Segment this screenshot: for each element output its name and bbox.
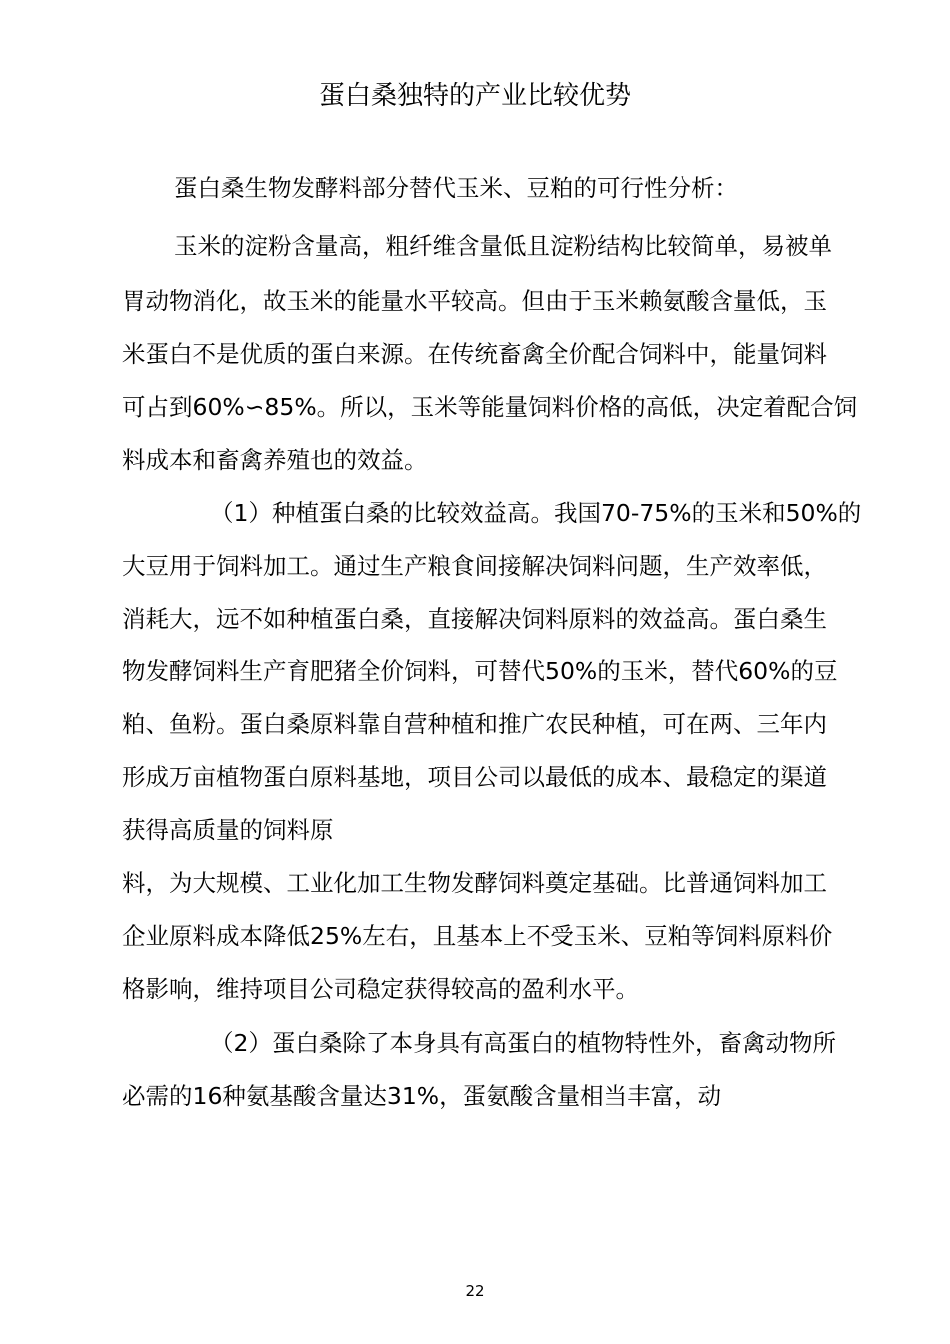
text-line: 可占到60%∽85%。所以，玉米等能量饲料价格的高低，决定着配合饲 [122,393,858,421]
text-line: 米蛋白不是优质的蛋白来源。在传统畜禽全价配合饲料中，能量饲料 [122,340,827,368]
page-number: 22 [465,1282,485,1300]
text-line: （1）种植蛋白桑的比较效益高。我国70-75%的玉米和50%的 [210,499,862,527]
text-line: 蛋白桑生物发酵料部分替代玉米、豆粕的可行性分析： [174,174,738,202]
text-line: 料成本和畜禽养殖也的效益。 [122,446,428,474]
text-line: 企业原料成本降低25%左右，且基本上不受玉米、豆粕等饲料原料价 [122,922,833,950]
text-line: 粕、鱼粉。蛋白桑原料靠自营种植和推广农民种植，可在两、三年内 [122,710,827,738]
text-line: 必需的16种氨基酸含量达31%，蛋氨酸含量相当丰富，动 [122,1082,722,1110]
text-line: 形成万亩植物蛋白原料基地，项目公司以最低的成本、最稳定的渠道 [122,763,827,791]
text-line: 玉米的淀粉含量高，粗纤维含量低且淀粉结构比较简单，易被单 [174,232,832,260]
text-line: （2）蛋白桑除了本身具有高蛋白的植物特性外，畜禽动物所 [210,1029,836,1057]
text-line: 获得高质量的饲料原 [122,816,334,844]
text-line: 格影响，维持项目公司稳定获得较高的盈利水平。 [122,975,639,1003]
page-title: 蛋白桑独特的产业比较优势 [318,81,631,111]
text-line: 物发酵饲料生产育肥猪全价饲料，可替代50%的玉米，替代60%的豆 [122,657,838,685]
text-line: 消耗大，远不如种植蛋白桑，直接解决饲料原料的效益高。蛋白桑生 [122,605,827,633]
text-line: 大豆用于饲料加工。通过生产粮食间接解决饲料问题，生产效率低， [122,552,827,580]
text-line: 料，为大规模、工业化加工生物发酵饲料奠定基础。比普通饲料加工 [122,869,827,897]
text-line: 胃动物消化，故玉米的能量水平较高。但由于玉米赖氨酸含量低，玉 [122,287,827,315]
